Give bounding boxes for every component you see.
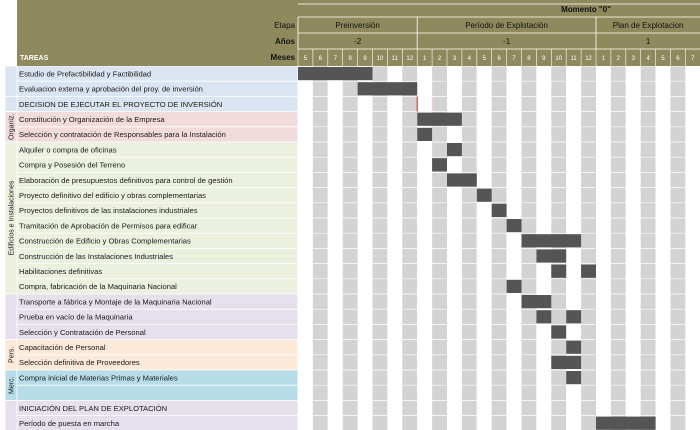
group-cell bbox=[5, 66, 17, 96]
month-column bbox=[387, 66, 402, 430]
month-column bbox=[522, 66, 537, 430]
month-label: 8 bbox=[348, 56, 352, 62]
month-column bbox=[492, 66, 507, 430]
task-bar bbox=[536, 310, 551, 323]
task-name: Selección y Contratación de Personal bbox=[19, 327, 146, 337]
group-cell bbox=[5, 294, 17, 340]
task-label-column bbox=[5, 66, 298, 430]
task-bar bbox=[536, 249, 566, 262]
month-column bbox=[611, 66, 626, 430]
task-name: Proyecto definitivo del edificio y obras complementarias bbox=[19, 191, 206, 200]
task-name: Compra inicial de Materias Primas y Materiales bbox=[19, 373, 178, 383]
group-cell bbox=[5, 400, 17, 430]
month-column bbox=[536, 66, 551, 430]
month-column bbox=[507, 66, 522, 430]
year-label: -1 bbox=[503, 37, 511, 46]
group-label: Merc. bbox=[8, 376, 16, 394]
month-label: 6 bbox=[318, 56, 323, 62]
task-bar bbox=[417, 113, 462, 126]
month-label: 10 bbox=[376, 56, 384, 62]
meses-label: Meses bbox=[270, 53, 295, 62]
group-label: Edificios e Instalaciones bbox=[8, 180, 16, 256]
month-label: 12 bbox=[406, 56, 414, 62]
month-label: 6 bbox=[676, 56, 680, 62]
stage-label: Plan de Explotacion bbox=[612, 21, 684, 30]
month-column bbox=[328, 66, 343, 430]
task-bar bbox=[507, 280, 522, 293]
task-bar bbox=[596, 417, 656, 430]
task-bar-segment bbox=[581, 265, 596, 278]
task-bar bbox=[492, 204, 507, 217]
month-column bbox=[551, 66, 566, 430]
month-label: 2 bbox=[616, 56, 621, 62]
month-column bbox=[343, 66, 358, 430]
month-column bbox=[477, 66, 492, 430]
month-column bbox=[373, 66, 388, 430]
task-name: INICIACIÓN DEL PLAN DE EXPLOTACIÓN bbox=[19, 403, 168, 413]
month-label: 4 bbox=[467, 56, 472, 62]
task-bar bbox=[432, 158, 447, 171]
task-name: Proyectos definitivos de las instalaciones industriales bbox=[19, 206, 198, 216]
task-name: Evaluacion externa y aprobación del proy. de inversión bbox=[19, 84, 203, 94]
month-label: 1 bbox=[422, 56, 427, 62]
month-label: 10 bbox=[555, 56, 563, 62]
task-name: Elaboración de presupuestos definitivos para control de gestión bbox=[19, 175, 233, 185]
month-label: 5 bbox=[482, 56, 486, 62]
task-name: Prueba en vacío de la Maquinaria bbox=[19, 312, 133, 322]
task-name: Habilitaciones definitivas bbox=[19, 267, 103, 276]
etapa-label: Etapa bbox=[274, 21, 295, 30]
task-name: Selección definitiva de Proveedores bbox=[19, 358, 140, 368]
month-column bbox=[656, 66, 671, 430]
task-bar bbox=[447, 143, 462, 156]
task-bar bbox=[566, 371, 581, 384]
task-bar bbox=[477, 189, 492, 202]
task-bar bbox=[551, 325, 566, 338]
momento-label: Momento "0" bbox=[561, 5, 611, 14]
task-bar bbox=[298, 67, 373, 80]
month-label: 11 bbox=[570, 56, 577, 62]
month-column bbox=[402, 66, 417, 430]
group-cell bbox=[5, 96, 17, 111]
timeline-header bbox=[17, 0, 700, 66]
task-name: Construcción de las Instalaciones Industriales bbox=[19, 251, 174, 261]
month-label: 7 bbox=[691, 56, 695, 62]
month-column bbox=[685, 66, 700, 430]
task-bar bbox=[522, 295, 552, 308]
stage-label: Período de Explotación bbox=[465, 21, 548, 30]
month-label: 9 bbox=[363, 56, 367, 62]
month-label: 6 bbox=[497, 56, 501, 62]
task-name: DECISION DE EJECUTAR EL PROYECTO DE INVERSIÓN bbox=[19, 99, 223, 109]
month-label: 3 bbox=[631, 56, 635, 62]
anos-label: Años bbox=[275, 37, 295, 46]
task-name: Compra y Posesión del Terreno bbox=[19, 160, 126, 170]
month-column bbox=[626, 66, 641, 430]
year-label: -2 bbox=[354, 37, 362, 46]
month-label: 7 bbox=[512, 56, 516, 62]
task-name: Alquiler o compra de oficinas bbox=[19, 145, 117, 155]
month-column bbox=[581, 66, 596, 430]
month-label: 1 bbox=[601, 56, 606, 62]
month-column bbox=[462, 66, 477, 430]
task-name: Compra, fabricación de la Maquinaria Nacional bbox=[19, 282, 177, 292]
task-bar bbox=[522, 234, 582, 247]
task-name: Estudio de Prefactibilidad y Factibilidad bbox=[19, 69, 152, 79]
month-label: 4 bbox=[646, 56, 650, 62]
month-column bbox=[641, 66, 656, 430]
task-bar bbox=[417, 128, 432, 141]
task-bar bbox=[566, 341, 581, 354]
month-column bbox=[671, 66, 686, 430]
task-bar-segment bbox=[566, 310, 581, 323]
task-bar bbox=[507, 219, 522, 232]
month-column bbox=[596, 66, 611, 430]
task-bar bbox=[358, 82, 418, 95]
month-label: 11 bbox=[391, 56, 398, 62]
month-column bbox=[358, 66, 373, 430]
month-label: 5 bbox=[661, 56, 665, 62]
month-label: 8 bbox=[527, 56, 531, 62]
task-name: Construcción de Edificio y Obras Complementarias bbox=[19, 236, 191, 246]
month-label: 5 bbox=[303, 56, 308, 62]
month-column bbox=[298, 66, 313, 430]
task-bar bbox=[447, 173, 477, 186]
task-name: Constitución y Organización de la Empresa bbox=[19, 115, 165, 124]
task-name: Transporte a fábrica y Montaje de la Maquinaria Nacional bbox=[19, 297, 212, 307]
task-name: Capacitación de Personal bbox=[19, 343, 106, 352]
month-column bbox=[313, 66, 328, 430]
stage-label: Preinversión bbox=[335, 21, 380, 30]
tareas-label: TAREAS bbox=[20, 55, 49, 62]
task-name: Período de puesta en marcha bbox=[19, 419, 120, 428]
month-label: 9 bbox=[542, 56, 546, 62]
group-label: Pers. bbox=[8, 346, 16, 363]
month-label: 12 bbox=[585, 56, 592, 62]
group-label: Organiz. bbox=[8, 113, 16, 141]
task-name: Selección y contratación de Responsables para la Instalación bbox=[19, 130, 226, 140]
task-bar bbox=[551, 265, 566, 278]
task-name: Tramitación de Aprobación de Permisos para edificar bbox=[19, 221, 198, 231]
month-label: 2 bbox=[437, 56, 442, 62]
month-label: 3 bbox=[452, 56, 457, 62]
month-label: 7 bbox=[333, 56, 337, 62]
year-label: 1 bbox=[645, 37, 651, 46]
task-bar bbox=[551, 356, 581, 369]
